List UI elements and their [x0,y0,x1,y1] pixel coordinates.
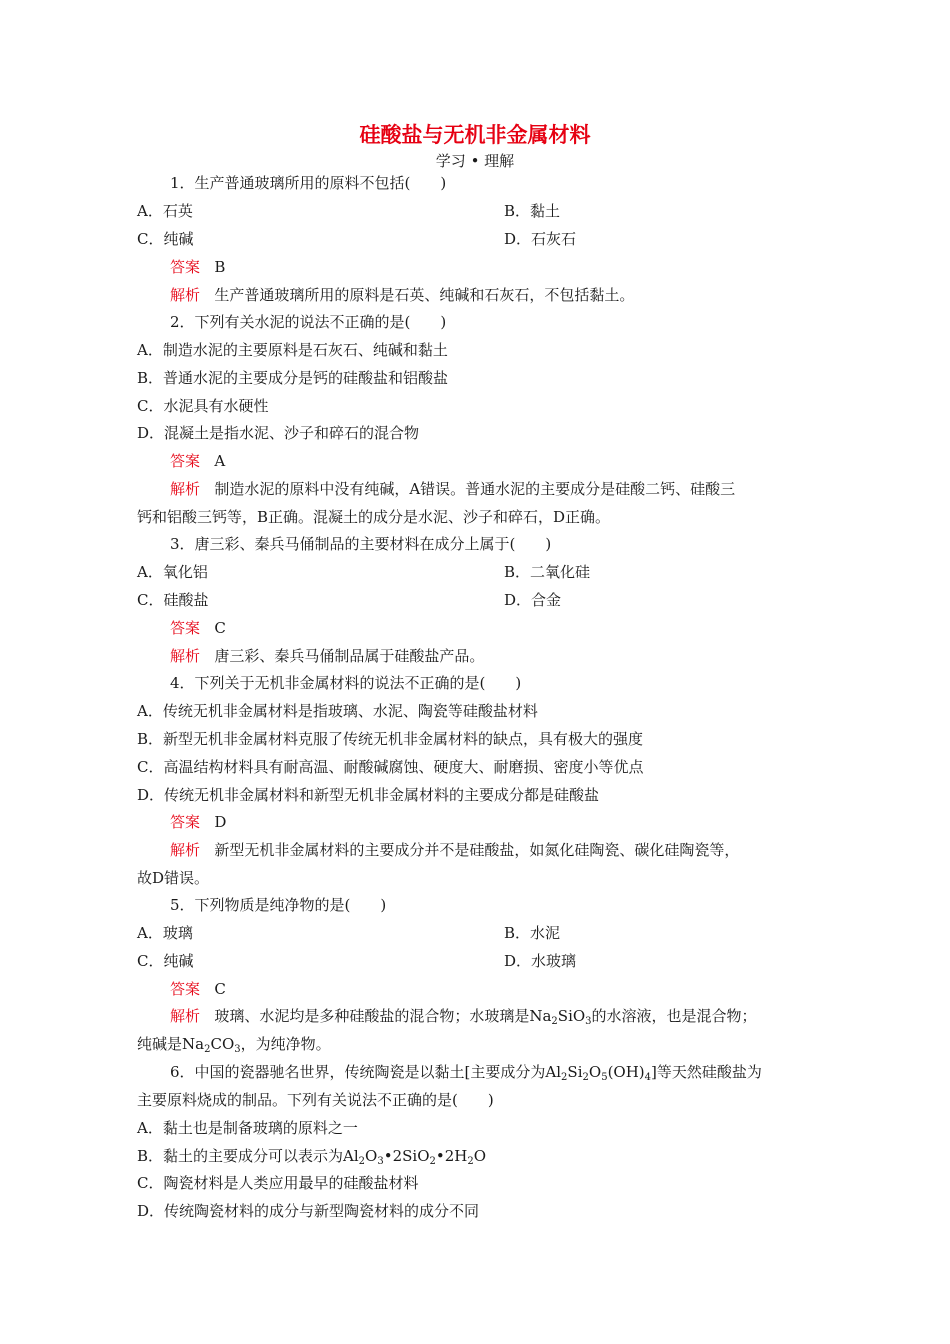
q5-option-c: C．纯碱 [137,952,194,970]
q2-analysis-line2: 钙和铝酸三钙等，B正确。混凝土的成分是水泥、沙子和碎石，D正确。 [137,508,611,526]
q4-analysis-line2: 故D错误。 [137,869,210,887]
q4-answer-row [170,811,226,833]
q5-analysis-line2 [137,1033,331,1055]
q3-answer: C [214,619,226,637]
q1-option-c: C．纯碱 [137,230,194,248]
q3-option-a: A．氧化铝 [137,563,208,581]
q5-answer: C [214,980,226,998]
q5-stem: 5．下列物质是纯净物的是( ) [170,896,387,914]
q1-analysis: 生产普通玻璃所用的原料是石英、纯碱和石灰石，不包括黏土。 [214,286,635,304]
q6-stem-part2: ]等天然硅酸盐为 [651,1063,762,1081]
q6-option-d: D．传统陶瓷材料的成分与新型陶瓷材料的成分不同 [137,1202,480,1220]
q1-answer-row [170,256,225,278]
q5-analysis-part1: 玻璃、水泥均是多种硅酸盐的混合物；水玻璃是 [214,1007,530,1025]
q6-option-c: C．陶瓷材料是人类应用最早的硅酸盐材料 [137,1174,419,1192]
q2-analysis-line1: 制造水泥的原料中没有纯碱，A错误。普通水泥的主要成分是硅酸二钙、硅酸三 [214,480,736,498]
q5-option-b: B．水泥 [504,924,561,942]
q4-option-d: D．传统无机非金属材料和新型无机非金属材料的主要成分都是硅酸盐 [137,786,600,804]
q3-option-d: D．合金 [504,591,562,609]
q4-option-b: B．新型无机非金属材料克服了传统无机非金属材料的缺点，具有极大的强度 [137,730,644,748]
formula-na2sio3: $Na_2SiO_3$ [529,1007,592,1027]
q6-option-b-text: B．黏土的主要成分可以表示为 [137,1147,344,1165]
answer-label: 答案 [170,258,201,276]
q2-answer-row [170,450,225,472]
q1-analysis-row [170,284,634,306]
q3-option-c: C．硅酸盐 [137,591,209,609]
q4-option-a: A．传统无机非金属材料是指玻璃、水泥、陶瓷等硅酸盐材料 [137,702,538,720]
q3-option-b: B．二氧化硅 [504,563,591,581]
analysis-label: 解析 [170,480,201,498]
q1-option-b: B．黏土 [504,202,561,220]
analysis-label: 解析 [170,647,201,665]
q4-stem: 4．下列关于无机非金属材料的说法不正确的是( ) [170,674,522,692]
q1-stem: 1．生产普通玻璃所用的原料不包括( ) [170,174,447,192]
q5-analysis-row [170,1005,757,1027]
q5-option-d: D．水玻璃 [504,952,577,970]
q6-option-a: A．黏土也是制备玻璃的原料之一 [137,1119,358,1137]
q3-answer-row [170,617,226,639]
q4-analysis-line1: 新型无机非金属材料的主要成分并不是硅酸盐，如氮化硅陶瓷、碳化硅陶瓷等， [214,841,740,859]
q4-option-c: C．高温结构材料具有耐高温、耐酸碱腐蚀、硬度大、耐磨损、密度小等优点 [137,758,644,776]
q2-analysis-row [170,478,735,500]
q3-analysis-row [170,645,484,667]
q6-stem-part1: 6．中国的瓷器驰名世界，传统陶瓷是以黏土[主要成分为 [170,1063,546,1081]
formula-na2co3: $Na_2CO_3$ [182,1035,241,1055]
q4-answer: D [214,813,227,831]
q2-answer: A [214,452,226,470]
q5-analysis-part2: 的水溶液，也是混合物； [591,1007,757,1025]
page-subtitle: 学习 • 理解 [435,152,515,170]
q2-option-d: D．混凝土是指水泥、沙子和碎石的混合物 [137,424,420,442]
q1-answer: B [214,258,226,276]
q4-analysis-row [170,839,739,861]
q5-analysis-part3: 纯碱是 [137,1035,183,1053]
q1-option-d: D．石灰石 [504,230,577,248]
q2-option-c: C．水泥具有水硬性 [137,397,269,415]
q2-option-a: A．制造水泥的主要原料是石灰石、纯碱和黏土 [137,341,448,359]
q3-analysis: 唐三彩、秦兵马俑制品属于硅酸盐产品。 [214,647,485,665]
analysis-label: 解析 [170,286,201,304]
formula-clay-oxides: $Al_2O_3•2SiO_2•2H_2O$ [343,1147,487,1167]
q5-analysis-part4: ，为纯净物。 [240,1035,331,1053]
analysis-label: 解析 [170,1007,201,1025]
q5-answer-row [170,978,226,1000]
answer-label: 答案 [170,813,201,831]
q1-option-a: A．石英 [137,202,193,220]
answer-label: 答案 [170,452,201,470]
answer-label: 答案 [170,980,201,998]
formula-kaolinite: $Al_2Si_2O_5(OH)_4$ [545,1063,652,1083]
q6-option-b [137,1145,486,1167]
q5-option-a: A．玻璃 [137,924,193,942]
analysis-label: 解析 [170,841,201,859]
q3-stem: 3．唐三彩、秦兵马俑制品的主要材料在成分上属于( ) [170,535,552,553]
q2-option-b: B．普通水泥的主要成分是钙的硅酸盐和铝酸盐 [137,369,449,387]
page-title: 硅酸盐与无机非金属材料 [359,123,591,147]
q6-stem-line2: 主要原料烧成的制品。下列有关说法不正确的是( ) [137,1091,494,1109]
answer-label: 答案 [170,619,201,637]
q2-stem: 2．下列有关水泥的说法不正确的是( ) [170,313,447,331]
q6-stem-line1 [170,1061,762,1083]
